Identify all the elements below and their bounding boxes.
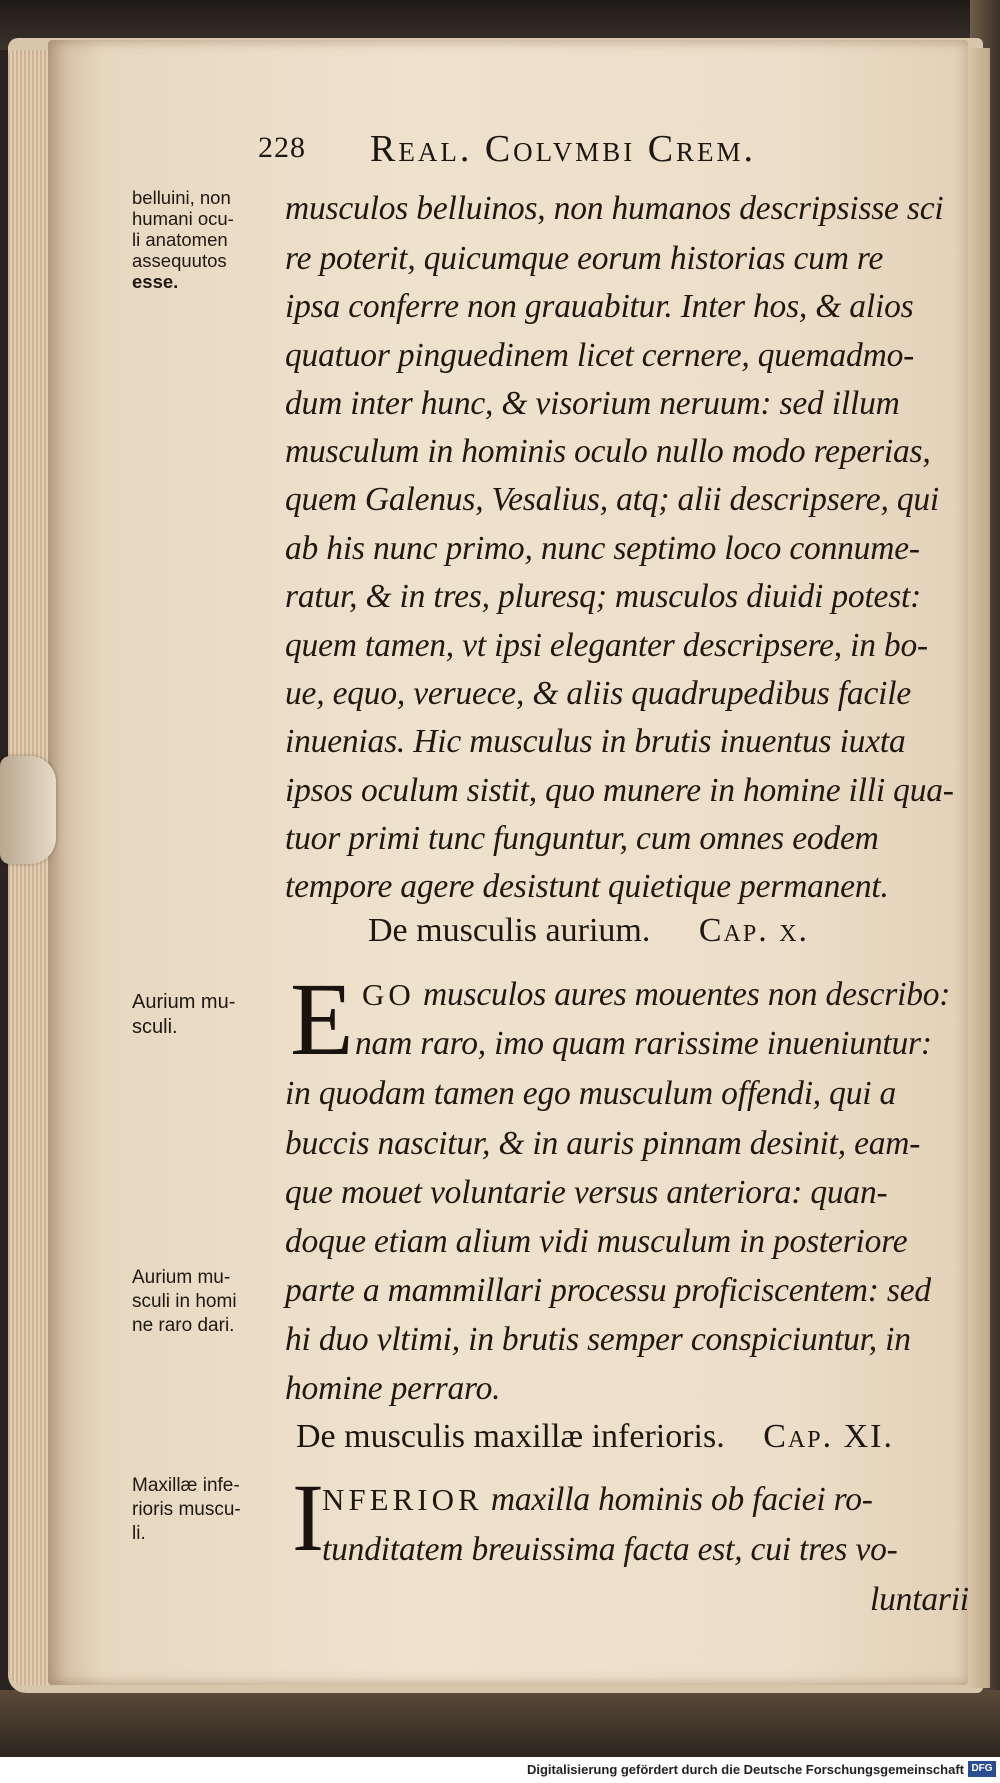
text-line: quem tamen, vt ipsi eleganter descripsere, in bo- [285,627,928,664]
margin-line: Aurium mu- [132,1267,231,1288]
text-line: quem Galenus, Vesalius, atq; alii descripsere, qui [285,481,940,518]
text-line: ue, equo, veruece, & aliis quadrupedibus facile [285,675,912,712]
chapter-x-title: De musculis aurium. [368,912,651,949]
margin-note-maxillae [132,1474,292,1546]
chapter-xi-opening: maxilla hominis ob faciei ro- [490,1481,873,1518]
margin-line: belluini, non [132,187,231,208]
text-line: ipsos oculum sistit, quo munere in homine illi qua- [285,772,954,809]
text-line: inuenias. Hic musculus in brutis inuentus iuxta [285,723,906,760]
margin-line: Maxillæ infe- [132,1475,240,1496]
book-bottom-edge [0,1690,1000,1760]
page-number: 228 [258,131,306,164]
running-title: Real. Colvmbi Crem. [370,128,757,170]
text-line [362,976,950,1014]
chapter-x-number: Cap. x. [698,912,810,949]
chapter-x-heading [368,912,809,950]
text-line: quatuor pinguedinem licet cernere, quemadmo- [285,337,915,374]
margin-line: humani ocu- [132,208,234,229]
margin-note-aurium-homine [132,1266,292,1338]
chapter-xi-title: De musculis maxillæ inferioris. [296,1418,725,1455]
text-line: tunditatem breuissima facta est, cui tres vo- [322,1531,898,1568]
text-line: musculos belluinos, non humanos descripsisse sci [285,190,944,227]
margin-line: esse. [132,271,179,292]
text-line [322,1481,873,1519]
chapter-x-opening: musculos aures mouentes non describo: [422,976,951,1013]
text-line: doque etiam alium vidi musculum in posteriore [285,1223,908,1260]
footer-text: Digitalisierung gefördert durch die Deutsche Forschungsgemeinschaft [526,1762,964,1777]
margin-line: li anatomen [132,229,228,250]
margin-note-aurium [132,990,292,1040]
text-line: musculum in hominis oculo nullo modo reperias, [285,433,931,470]
margin-note-belluini [132,187,292,292]
margin-line: rioris muscu- [132,1499,241,1520]
text-line: tuor primi tunc funguntur, cum omnes eodem [285,820,879,857]
text-line: buccis nascitur, & in auris pinnam desinit, eam- [285,1125,921,1162]
chapter-x-opening-caps: GO [362,977,415,1012]
text-line: luntarii [870,1581,969,1618]
margin-line: Aurium mu- [132,991,236,1013]
next-page-edge [968,48,990,1688]
margin-line: assequutos [132,250,227,271]
chapter-xi-number: Cap. XI. [763,1418,894,1455]
dropcap-e: E [290,962,354,1077]
text-line: dum inter hunc, & visorium neruum: sed illum [285,385,900,422]
text-line: homine perraro. [285,1370,501,1407]
text-line: parte a mammillari processu proficiscentem: sed [285,1272,931,1309]
text-line: ab his nunc primo, nunc septimo loco connume- [285,530,920,567]
margin-line: sculi. [132,1016,178,1038]
text-line: re poterit, quicumque eorum historias cum re [285,240,884,277]
text-line: hi duo vltimi, in brutis semper conspiciuntur, in [285,1321,911,1358]
text-line: nam raro, imo quam rarissime inueniuntur: [355,1025,932,1062]
digitization-footer [0,1757,1000,1783]
page-leaves-left [8,50,48,1685]
text-line: ratur, & in tres, pluresq; musculos diuidi potest: [285,578,922,615]
running-header [258,127,958,177]
text-line: tempore agere desistunt quietique permanent. [285,868,889,905]
margin-line: sculi in homi [132,1291,237,1312]
text-line: in quodam tamen ego musculum offendi, qui a [285,1075,897,1112]
margin-line: ne raro dari. [132,1315,235,1336]
text-line: que mouet voluntarie versus anteriora: quan- [285,1174,888,1211]
book-clasp [0,756,56,864]
dropcap-i: I [292,1464,324,1571]
text-line: ipsa conferre non grauabitur. Inter hos, & alios [285,288,914,325]
chapter-xi-opening-caps: NFERIOR [322,1482,483,1517]
dfg-logo: DFG [968,1761,996,1777]
chapter-xi-heading [296,1418,894,1456]
margin-line: li. [132,1523,146,1544]
